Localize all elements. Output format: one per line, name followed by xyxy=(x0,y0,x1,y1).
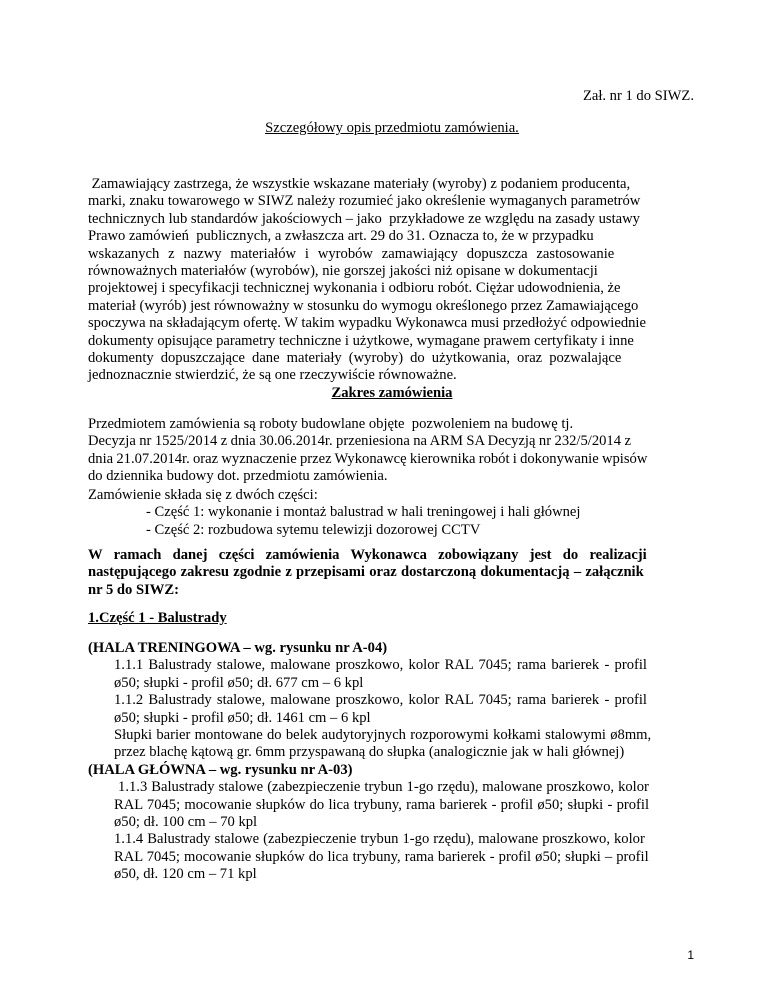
item-line: ø50; słupki - profil ø50; dł. 1461 cm – 6 kpl xyxy=(114,709,371,726)
intro-line: wskazanych z nazwy materiałów i wyrobów zamawiający dopuszcza zastosowanie xyxy=(88,245,615,262)
part-item: - Część 2: rozbudowa sytemu telewizji dozorowej CCTV xyxy=(146,521,481,538)
obligation-line: W ramach danej części zamówienia Wykonawca zobowiązany jest do realizacji xyxy=(88,547,647,563)
annex-label: Zał. nr 1 do SIWZ. xyxy=(582,88,694,104)
item-line: 1.1.3 Balustrady stalowe (zabezpieczenie trybun 1-go rzędu), malowane proszkowo, kolor xyxy=(114,779,649,796)
intro-line: technicznych lub standardów jakościowych – jako przykładowe ze względu na zasady ustawy xyxy=(88,210,640,227)
item-line: 1.1.2 Balustrady stalowe, malowane proszkowo, kolor RAL 7045; rama barierek - profil xyxy=(114,692,647,709)
scope-title xyxy=(88,385,696,402)
hall-training-section xyxy=(88,640,696,884)
obligation-line: następującego zakresu zgodnie z przepisami oraz dostarczoną dokumentacją – załącznik xyxy=(88,564,644,581)
scope-title-text: Zakres zamówienia xyxy=(331,385,453,401)
hall-main-heading: (HALA GŁÓWNA – wg. rysunku nr A-03) xyxy=(88,761,353,778)
item-line: RAL 7045; mocowanie słupków do lica trybuny, rama barierek - profil ø50; słupki – profil xyxy=(114,848,649,865)
intro-line: równoważnych materiałów (wyrobów), nie gorszej jakości niż opisane w dokumentacji xyxy=(88,263,598,280)
intro-line: marki, znaku towarowego w SIWZ należy rozumieć jako określenie wymaganych parametrów xyxy=(88,193,641,210)
scope-line: do dziennika budowy dot. przedmiotu zamówienia. xyxy=(88,468,388,485)
intro-line: projektowej i specyfikacji technicznej wykonania i odbioru robót. Ciężar udowodnienia, że xyxy=(88,280,621,297)
scope-line: Przedmiotem zamówienia są roboty budowlane objęte pozwoleniem na budowę tj. xyxy=(88,416,574,432)
intro-paragraph xyxy=(88,176,696,385)
intro-line: spoczywa na składającym ofertę. W takim wypadku Wykonawca musi przedłożyć odpowiednie xyxy=(88,315,646,332)
part-item: - Część 1: wykonanie i montaż balustrad w hali treningowej i hali głównej xyxy=(146,504,581,521)
item-line: ø50; dł. 100 cm – 70 kpl xyxy=(114,814,258,831)
intro-line: Zamawiający zastrzega, że wszystkie wskazane materiały (wyroby) z podaniem producenta, xyxy=(88,176,631,192)
item-line: ø50; słupki - profil ø50; dł. 677 cm – 6 kpl xyxy=(114,674,364,691)
scope-line: Decyzja nr 1525/2014 z dnia 30.06.2014r. przeniesiona na ARM SA Decyzją nr 232/5/2014 z xyxy=(88,433,631,450)
intro-line: Prawo zamówień publicznych, a zwłaszcza art. 29 do 31. Oznacza to, że w przypadku xyxy=(88,228,594,245)
item-line: 1.1.4 Balustrady stalowe (zabezpieczenie trybun 1-go rzędu), malowane proszkowo, kolor xyxy=(114,831,645,848)
part1-title xyxy=(88,610,696,627)
intro-line: dokumenty dopuszczające dane materiały (wyroby) do użytkowania, oraz pozwalające xyxy=(88,350,622,367)
part1-title-text: 1.Część 1 - Balustrady xyxy=(88,610,227,626)
parts-intro: Zamówienie składa się z dwóch części: xyxy=(88,487,318,503)
intro-line: materiał (wyrób) jest równoważny w stosunku do wymogu określonego przez Zamawiającego xyxy=(88,297,639,314)
obligation-line: nr 5 do SIWZ: xyxy=(88,581,179,598)
scope-paragraph xyxy=(88,416,696,486)
document-title-text: Szczegółowy opis przedmiotu zamówienia. xyxy=(265,120,519,136)
hall-training-heading: (HALA TRENINGOWA – wg. rysunku nr A-04) xyxy=(88,640,388,656)
obligation-paragraph xyxy=(88,547,696,599)
item-line: 1.1.1 Balustrady stalowe, malowane proszkowo, kolor RAL 7045; rama barierek - profil xyxy=(114,657,647,674)
page-number: 1 xyxy=(687,948,694,962)
intro-line: dokumenty opisujące parametry techniczne i użytkowe, wymagane prawem certyfikaty i inne xyxy=(88,332,634,349)
intro-line: jednoznacznie stwierdzić, że są one rzeczywiście równoważne. xyxy=(88,367,457,384)
scope-line: dnia 21.07.2014r. oraz wyznaczenie przez Wykonawcę kierownika robót i dokonywanie wpisów xyxy=(88,450,648,467)
parts-list xyxy=(88,487,696,539)
item-line: ø50, dł. 120 cm – 71 kpl xyxy=(114,866,257,883)
item-line: RAL 7045; mocowanie słupków do lica trybuny, rama barierek - profil ø50; słupki - profil xyxy=(114,796,650,813)
hall-training-items xyxy=(88,657,696,761)
item-line: przez blachę kątową gr. 6mm przyspawaną do słupka (analogicznie jak w hali głównej) xyxy=(114,744,625,761)
document-title xyxy=(88,120,696,137)
item-line: Słupki barier montowane do belek audytoryjnych rozporowymi kołkami stalowymi ø8mm, xyxy=(114,727,652,744)
hall-main-items xyxy=(88,779,696,883)
